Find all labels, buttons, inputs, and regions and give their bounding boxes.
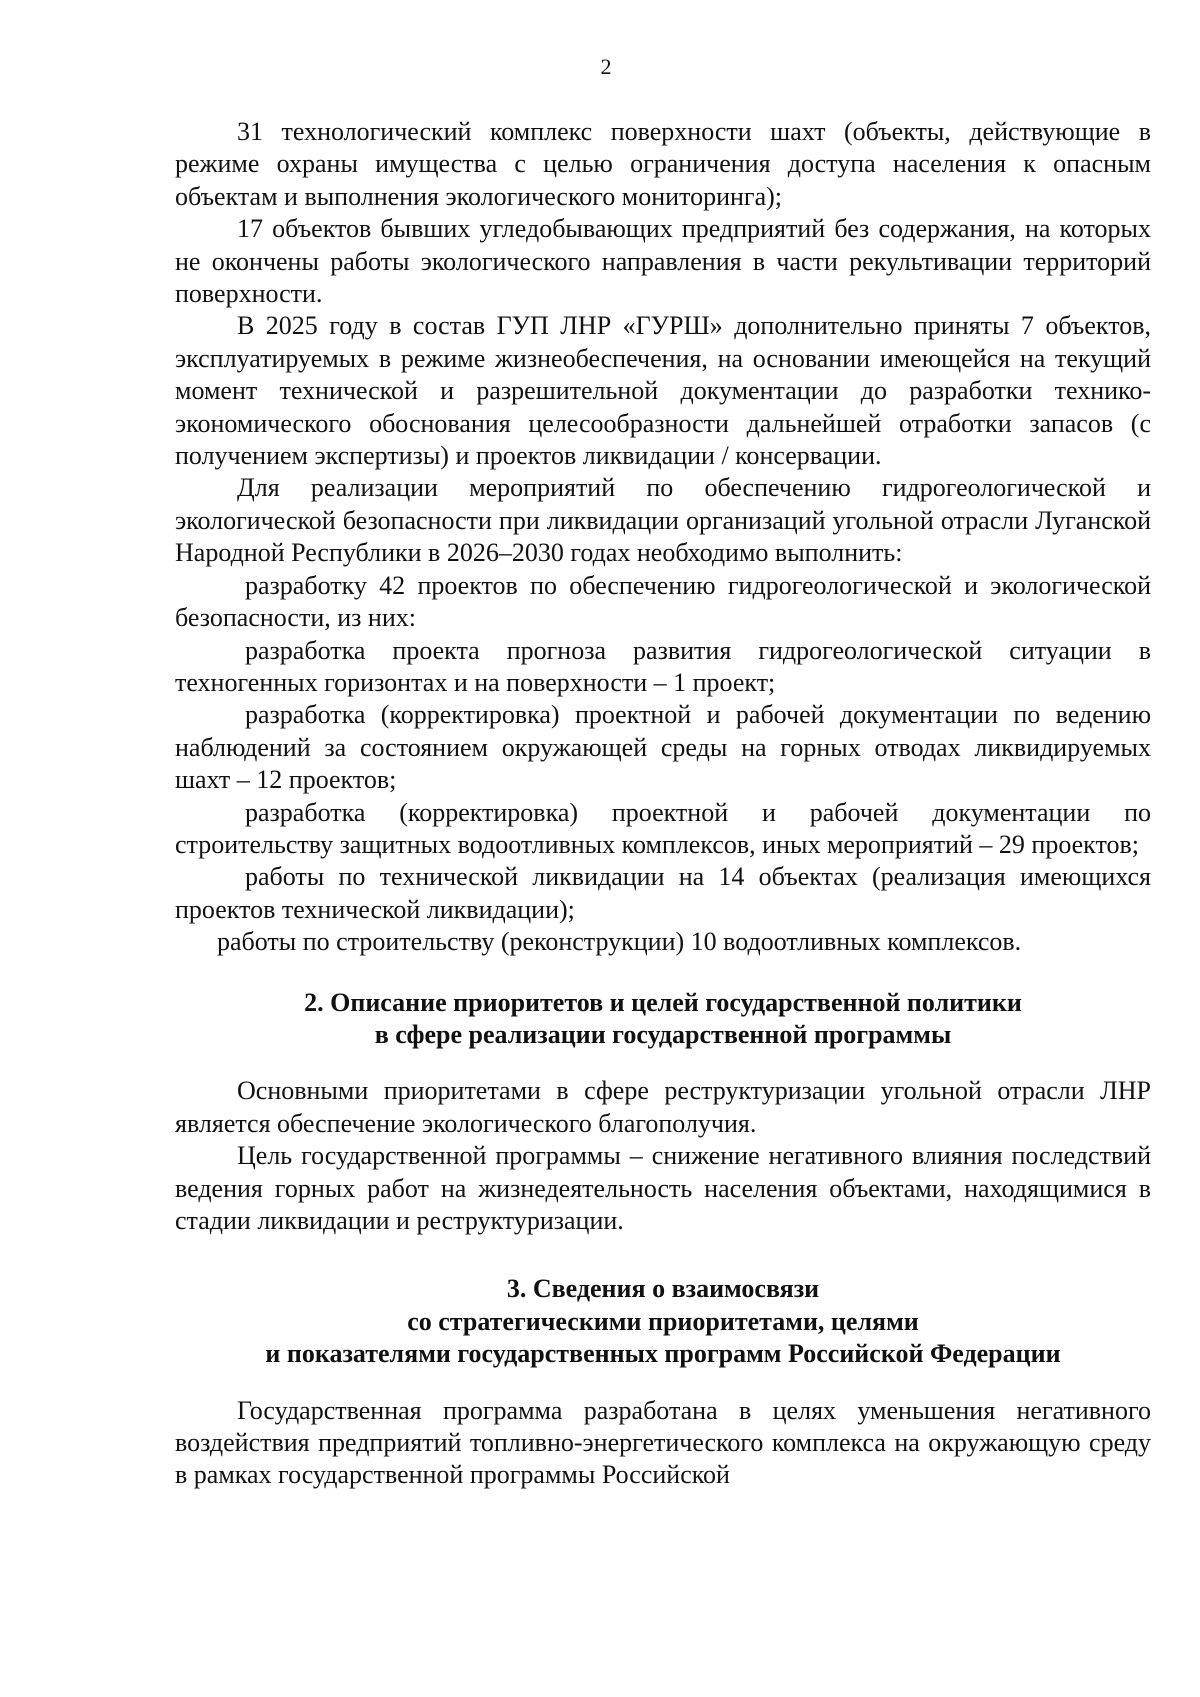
paragraph: 31 технологический комплекс поверхности шахт (объекты, действующие в режиме охраны имущества с целью ограничения доступа населения к опасным объектам и выполнения экологического мониторинга); (175, 117, 1151, 211)
page-number: 2 (600, 54, 612, 79)
heading-line: 2. Описание приоритетов и целей государственной политики (304, 987, 1022, 1017)
paragraph: Цель государственной программы – снижение негативного влияния последствий ведения горных работ на жизнедеятельность населения объектами, находящимися в стадии ликвидации и реструктуризации. (175, 1141, 1151, 1235)
list-item: работы по строительству (реконструкции) 10 водоотливных комплексов. (217, 927, 1022, 957)
document-body (175, 116, 1151, 1492)
list-item: работы по технической ликвидации на 14 объектах (реализация имеющихся проектов технической ликвидации); (175, 862, 1151, 924)
paragraph: В 2025 году в состав ГУП ЛНР «ГУРШ» дополнительно приняты 7 объектов, эксплуатируемых в режиме жизнеобеспечения, на основании имеющейся на текущий момент технической и разрешительной документации до разработки технико-экономического обоснования целесообразности дальнейшей отработки запасов (с получением экспертизы) и проектов ликвидации / консервации. (175, 311, 1151, 471)
heading-line: в сфере реализации государственной программы (374, 1019, 952, 1049)
list-item: разработка (корректировка) проектной и рабочей документации по строительству защитных водоотливных комплексов, иных мероприятий – 29 проектов; (175, 797, 1151, 859)
section-2-heading (175, 987, 1151, 1052)
list-item: разработка проекта прогноза развития гидрогеологической ситуации в техногенных горизонтах и на поверхности – 1 проект; (175, 635, 1151, 697)
paragraph: Государственная программа разработана в целях уменьшения негативного воздействия предприятий топливно-энергетического комплекса на окружающую среду в рамках государственной программы Российской (175, 1395, 1151, 1490)
heading-line: со стратегическими приоритетами, целями (407, 1306, 919, 1336)
heading-line: и показателями государственных программ Российской Федерации (265, 1339, 1061, 1369)
list-item: разработку 42 проектов по обеспечению гидрогеологической и экологической безопасности, из них: (175, 570, 1151, 633)
paragraph: Основными приоритетами в сфере реструктуризации угольной отрасли ЛНР является обеспечение экологического благополучия. (175, 1076, 1151, 1138)
paragraph: 17 объектов бывших угледобывающих предприятий без содержания, на которых не окончены работы экологического направления в части рекультивации территорий поверхности. (175, 214, 1151, 309)
heading-line: 3. Сведения о взаимосвязи (506, 1274, 820, 1304)
list-item: разработка (корректировка) проектной и рабочей документации по ведению наблюдений за состоянием окружающей среды на горных отводах ликвидируемых шахт – 12 проектов; (175, 700, 1151, 795)
paragraph: Для реализации мероприятий по обеспечению гидрогеологической и экологической безопасности при ликвидации организаций угольной отрасли Луганской Народной Республики в 2026–2030 годах необходимо выполнить: (175, 473, 1151, 568)
section-3-heading (175, 1273, 1151, 1370)
